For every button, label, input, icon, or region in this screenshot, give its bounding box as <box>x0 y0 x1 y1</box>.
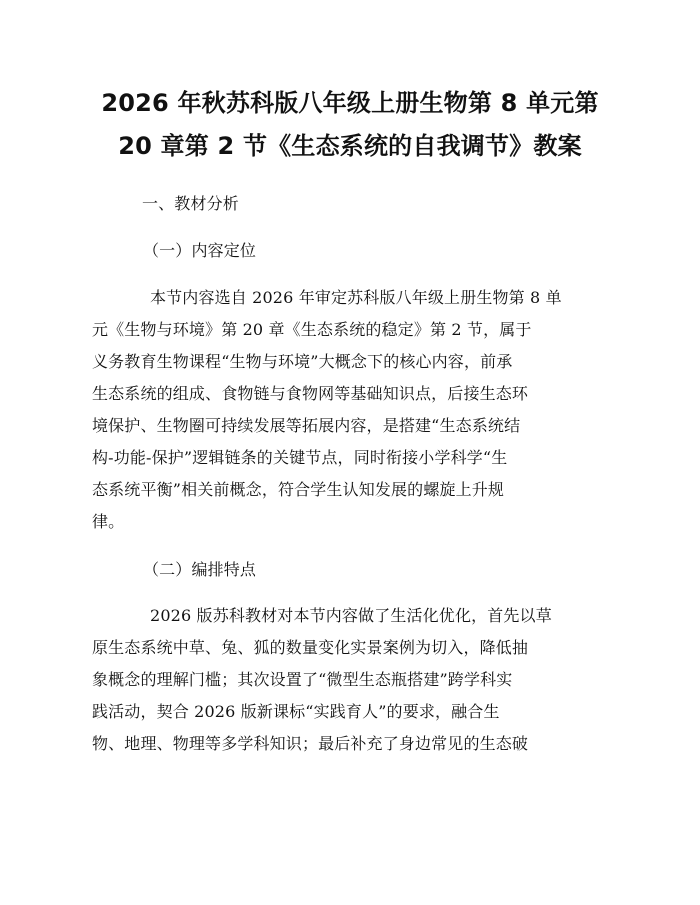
paragraph-line: 原生态系统中草、兔、狐的数量变化实景案例为切入，降低抽 <box>92 638 529 657</box>
section-heading-teaching-material-analysis: 一、教材分析 <box>142 194 239 213</box>
paragraph-line: 本节内容选自 2026 年审定苏科版八年级上册生物第 8 单 <box>150 288 562 307</box>
paragraph-line: 义务教育生物课程“生物与环境”大概念下的核心内容，前承 <box>92 352 513 371</box>
paragraph-line: 象概念的理解门槛；其次设置了“微型生态瓶搭建”跨学科实 <box>92 670 513 689</box>
paragraph-line: 践活动，契合 2026 版新课标“实践育人”的要求，融合生 <box>92 702 500 721</box>
paragraph-line: 生态系统的组成、食物链与食物网等基础知识点，后接生态环 <box>92 384 529 403</box>
paragraph-line: 构-功能-保护”逻辑链条的关键节点，同时衔接小学科学“生 <box>92 448 508 467</box>
paragraph-line: 元《生物与环境》第 20 章《生态系统的稳定》第 2 节，属于 <box>92 320 532 339</box>
paragraph-line: 境保护、生物圈可持续发展等拓展内容，是搭建“生态系统结 <box>92 416 521 435</box>
paragraph-line: 物、地理、物理等多学科知识；最后补充了身边常见的生态破 <box>92 734 529 753</box>
document-title-line-1: 2026 年秋苏科版八年级上册生物第 8 单元第 <box>101 89 599 117</box>
paragraph-line: 律。 <box>92 512 125 531</box>
paragraph-line: 态系统平衡”相关前概念，符合学生认知发展的螺旋上升规 <box>92 480 505 499</box>
subsection-heading-content-positioning: （一）内容定位 <box>143 241 257 260</box>
document-title-line-2: 20 章第 2 节《生态系统的自我调节》教案 <box>118 132 582 160</box>
paragraph-line: 2026 版苏科教材对本节内容做了生活化优化，首先以草 <box>150 606 552 625</box>
subsection-heading-arrangement-features: （二）编排特点 <box>143 560 257 579</box>
